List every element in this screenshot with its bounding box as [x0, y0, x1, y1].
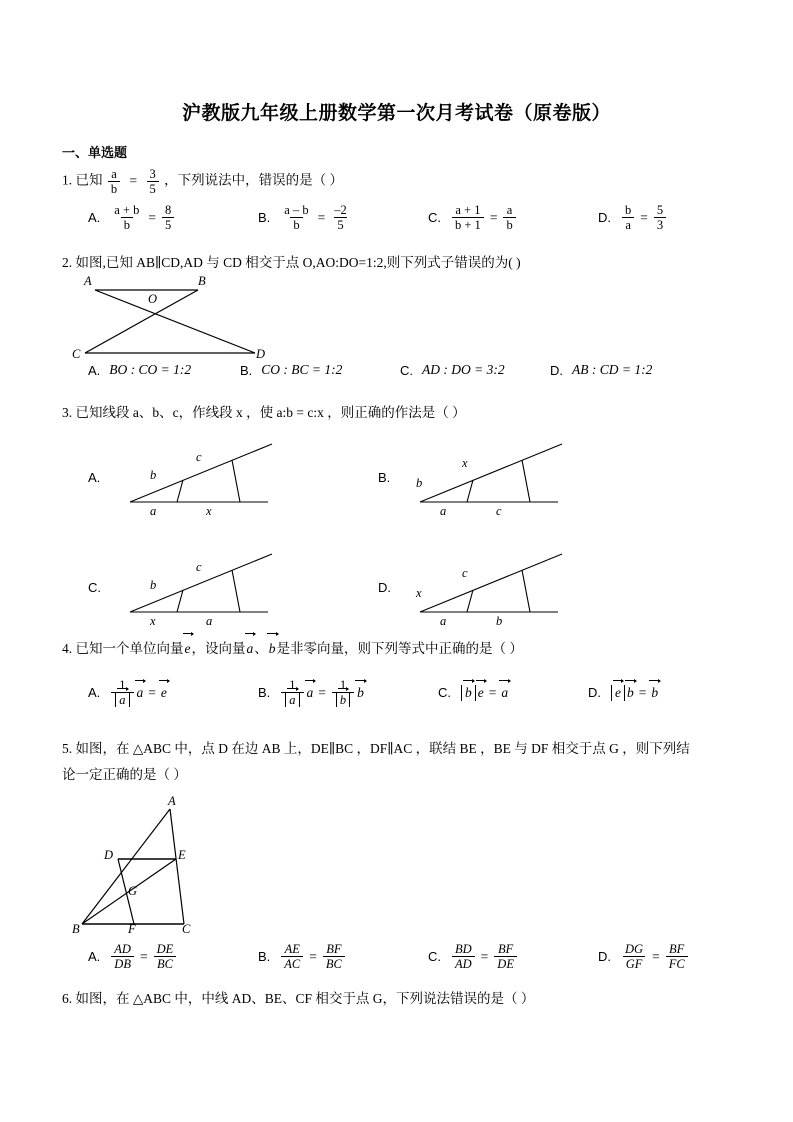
- option-c[interactable]: [400, 362, 550, 378]
- fraction-denominator: b + 1: [452, 217, 484, 232]
- fraction-numerator: a: [506, 203, 513, 217]
- segment-label-upper-2: x: [462, 456, 468, 470]
- option-d[interactable]: [550, 362, 652, 378]
- question-3-stem: [62, 402, 742, 424]
- fraction-denominator: b: [290, 217, 302, 232]
- equals-sign: =: [148, 684, 156, 700]
- question-1-text-pre: 已知: [75, 172, 103, 188]
- segment-label-lower-2: x: [206, 504, 212, 518]
- equals-sign: =: [652, 948, 660, 964]
- segment-label-lower-2: c: [496, 504, 502, 518]
- option-b-label: B.: [378, 470, 391, 485]
- option-c-label: C.: [428, 949, 441, 964]
- vector-b: b: [465, 684, 472, 700]
- fraction-numerator: a: [111, 167, 117, 181]
- fraction-denominator: [111, 692, 133, 707]
- option-c-label: C.: [428, 210, 441, 225]
- segment-label-lower-2: a: [206, 614, 213, 628]
- option-a-fraction-right: [154, 942, 177, 971]
- option-d-fraction-left: [622, 942, 646, 971]
- equals-sign: =: [309, 948, 317, 964]
- question-2-diagram: [70, 274, 280, 363]
- equals-sign: =: [317, 209, 326, 225]
- fraction-denominator: DE: [494, 956, 517, 971]
- question-6-text: 如图，在 △ABC 中，中线 AD、BE、CF 相交于点 G，下列说法错误的是（ ）: [75, 991, 535, 1006]
- question-5-text-line1: 如图，在 △ABC 中，点 D 在边 AB 上，DE∥BC ，DF∥AC ，联结 BE ，BE 与 DF 相交于点 G ，则下列结: [75, 741, 690, 756]
- equals-sign: =: [139, 948, 148, 964]
- vertex-label-a: A: [84, 274, 92, 288]
- fraction-denominator: b: [121, 217, 133, 232]
- question-5-stem: [62, 738, 742, 760]
- option-b[interactable]: [240, 362, 400, 378]
- section-heading: 一、单选题: [62, 146, 128, 161]
- fraction-numerator: 5: [656, 203, 664, 217]
- vector-b: b: [339, 693, 347, 707]
- question-5-number: 5.: [62, 741, 73, 756]
- question-4-text-3: 、: [254, 641, 268, 656]
- vertex-label-c: C: [182, 922, 191, 936]
- question-1-number: 1.: [62, 172, 73, 188]
- option-b-fraction-left: [281, 942, 303, 971]
- question-4-number: 4.: [62, 641, 73, 656]
- option-b[interactable]: [258, 678, 438, 707]
- option-d-text: AB : CD = 1:2: [572, 362, 653, 377]
- question-2-figure: [70, 278, 280, 363]
- option-d-label: D.: [550, 362, 563, 378]
- option-a[interactable]: [88, 942, 258, 971]
- question-6-number: 6.: [62, 991, 73, 1006]
- fraction-numerator: BF: [326, 942, 342, 956]
- option-d[interactable]: [598, 203, 668, 232]
- option-a-label: A.: [88, 210, 101, 225]
- option-b-text: CO : BC = 1:2: [261, 362, 343, 377]
- fraction-numerator: 8: [165, 203, 172, 217]
- option-b-fraction-right: [323, 942, 345, 971]
- fraction-denominator: [281, 692, 303, 707]
- vector-e: e: [615, 684, 621, 700]
- vector-a: a: [289, 693, 296, 707]
- question-2-options: [88, 362, 748, 378]
- option-a-fraction-left: [111, 203, 142, 232]
- fraction-denominator: 5: [162, 217, 174, 232]
- question-5-stem-line2: [62, 764, 742, 786]
- option-d-fraction-left: [622, 203, 634, 232]
- option-d-label: D.: [598, 210, 611, 225]
- fraction-numerator: DE: [156, 942, 174, 956]
- fraction-denominator: DB: [111, 956, 134, 971]
- question-1-text-post: ，下列说法中，错误的是（ ）: [164, 172, 343, 188]
- option-a[interactable]: [88, 678, 258, 707]
- option-b-fraction-left: [281, 678, 303, 707]
- option-b-label: B.: [258, 949, 271, 964]
- option-b-fraction-right: [331, 203, 350, 232]
- option-a-fraction-right: [162, 203, 174, 232]
- fraction-numerator: 1: [119, 678, 126, 692]
- equals-sign: =: [318, 684, 326, 700]
- option-c-fraction-right: [494, 942, 517, 971]
- fraction-denominator: b: [503, 217, 515, 232]
- fraction-denominator: b: [108, 181, 120, 196]
- question-1-fraction-left: [108, 167, 120, 196]
- question-2-number: 2.: [62, 255, 73, 270]
- option-a-label: A.: [88, 685, 101, 700]
- option-b[interactable]: [258, 203, 428, 232]
- option-c[interactable]: [438, 678, 588, 707]
- fraction-denominator: GF: [623, 956, 646, 971]
- option-c-fraction-left: [452, 942, 475, 971]
- fraction-numerator: BF: [497, 942, 514, 956]
- question-2-text: 如图,已知 AB∥CD,AD 与 CD 相交于点 O,AO:DO=1:2,则下列式子错误的为( ): [75, 255, 521, 270]
- option-c-label: C.: [88, 580, 101, 595]
- fraction-numerator: AD: [114, 942, 131, 956]
- segment-label-lower-1: x: [150, 614, 156, 628]
- segment-label-lower-2: b: [496, 614, 503, 628]
- question-5-figure: [72, 800, 262, 935]
- vector-b: b: [268, 638, 277, 660]
- segment-label-upper-1: x: [416, 586, 422, 600]
- fraction-numerator: 1: [339, 678, 347, 692]
- question-1-fraction-right: [147, 167, 159, 196]
- option-a-label: A.: [88, 362, 101, 378]
- fraction-denominator: [332, 692, 354, 707]
- question-4-text-4: 是非零向量，则下列等式中正确的是（ ）: [276, 641, 523, 656]
- option-b-figure: [410, 440, 590, 512]
- option-b[interactable]: [258, 942, 428, 971]
- option-c-label: C.: [438, 685, 451, 700]
- magnitude-e: [611, 685, 625, 701]
- question-4-stem: [62, 638, 742, 660]
- fraction-numerator: 1: [289, 678, 296, 692]
- segment-label-upper-1: b: [150, 578, 157, 592]
- fraction-denominator: 5: [334, 217, 346, 232]
- option-c-label: C.: [400, 362, 413, 378]
- question-1-stem: [62, 167, 742, 196]
- fraction-denominator: 3: [654, 217, 666, 232]
- option-d-fraction-right: [666, 942, 688, 971]
- segment-label-upper-2: c: [196, 450, 202, 464]
- equals-sign: =: [640, 209, 648, 225]
- vertex-label-b: B: [198, 274, 206, 288]
- option-a[interactable]: [88, 203, 258, 232]
- fraction-numerator: a + 1: [455, 203, 481, 217]
- vector-a: a: [306, 684, 314, 700]
- question-5-diagram: [72, 794, 262, 936]
- fraction-denominator: AD: [452, 956, 475, 971]
- option-c[interactable]: [428, 203, 598, 232]
- vertex-label-c: C: [72, 347, 81, 361]
- option-b-label: B.: [258, 685, 271, 700]
- segment-label-upper-1: b: [416, 476, 423, 490]
- question-6-stem: [62, 988, 742, 1010]
- option-a-fraction: [111, 678, 133, 707]
- question-4-text-2: ，设向量: [191, 641, 246, 656]
- vector-e: e: [160, 684, 167, 700]
- equals-sign: =: [480, 948, 489, 964]
- fraction-denominator: BC: [323, 956, 345, 971]
- vector-e: e: [184, 638, 192, 660]
- question-5-options: [88, 942, 748, 971]
- segment-label-lower-1: a: [150, 504, 157, 518]
- question-5-text-line2: 论一定正确的是（ ）: [62, 767, 187, 782]
- vector-a: a: [246, 638, 255, 660]
- vertex-label-f: F: [128, 922, 136, 936]
- option-c[interactable]: [428, 942, 598, 971]
- equals-sign: =: [488, 684, 497, 700]
- vertex-label-d: D: [104, 848, 114, 862]
- option-c-fraction-right: [503, 203, 515, 232]
- magnitude-b: [461, 685, 476, 701]
- question-1-options: [88, 203, 748, 232]
- segment-label-upper-2: c: [196, 560, 202, 574]
- fraction-numerator: BF: [669, 942, 685, 956]
- option-b-label: B.: [258, 210, 271, 225]
- page-title: 沪教版九年级上册数学第一次月考试卷（原卷版）: [181, 102, 611, 124]
- fraction-numerator: –2: [334, 203, 347, 217]
- vertex-label-d: D: [256, 347, 266, 361]
- vector-e: e: [477, 684, 484, 700]
- fraction-numerator: a – b: [284, 203, 309, 217]
- vertex-label-b: B: [72, 922, 80, 936]
- fraction-denominator: AC: [281, 956, 303, 971]
- option-b-fraction-right: [332, 678, 354, 707]
- vertex-label-a: A: [168, 794, 176, 808]
- vector-a: a: [501, 684, 509, 700]
- option-c-figure: [120, 550, 300, 622]
- option-d-fraction-right: [654, 203, 666, 232]
- fraction-numerator: b: [625, 203, 632, 217]
- vector-b: b: [627, 684, 634, 700]
- equals-sign: =: [489, 209, 498, 225]
- option-a[interactable]: [88, 362, 240, 378]
- option-a-figure: [120, 440, 300, 512]
- equals-sign: =: [129, 172, 138, 188]
- vector-a: a: [119, 693, 126, 707]
- option-d-label: D.: [598, 949, 611, 964]
- equals-sign: =: [148, 209, 157, 225]
- fraction-denominator: a: [622, 217, 634, 232]
- option-b-label: B.: [240, 362, 253, 378]
- segment-label-lower-1: a: [440, 504, 447, 518]
- option-a-label: A.: [88, 949, 101, 964]
- segment-label-lower-1: a: [440, 614, 447, 628]
- option-a-fraction-left: [111, 942, 134, 971]
- vertex-label-g: G: [128, 884, 138, 898]
- fraction-denominator: BC: [154, 956, 176, 971]
- vertex-label-o: O: [148, 292, 158, 306]
- segment-label-upper-2: c: [462, 566, 468, 580]
- vector-b: b: [651, 684, 659, 700]
- option-c-fraction-left: [452, 203, 484, 232]
- fraction-denominator: 5: [147, 181, 159, 196]
- question-4-options: [88, 678, 748, 707]
- vector-b: b: [357, 684, 364, 700]
- option-a-text: BO : CO = 1:2: [109, 362, 192, 377]
- option-d[interactable]: [588, 678, 659, 707]
- fraction-numerator: 3: [149, 167, 156, 181]
- fraction-denominator: FC: [666, 956, 688, 971]
- vertex-label-e: E: [178, 848, 186, 862]
- question-3-number: 3.: [62, 405, 73, 420]
- option-b-fraction-left: [281, 203, 311, 232]
- fraction-numerator: a + b: [114, 203, 140, 217]
- option-d[interactable]: [598, 942, 690, 971]
- fraction-numerator: DG: [625, 942, 644, 956]
- fraction-numerator: AE: [284, 942, 300, 956]
- option-d-label: D.: [378, 580, 391, 595]
- vector-a: a: [136, 684, 144, 700]
- option-a-label: A.: [88, 470, 101, 485]
- option-d-label: D.: [588, 685, 601, 700]
- equals-sign: =: [638, 684, 647, 700]
- segment-label-upper-1: b: [150, 468, 157, 482]
- option-d-figure: [410, 550, 590, 622]
- question-4-text-1: 已知一个单位向量: [75, 641, 184, 656]
- question-3-text: 已知线段 a、b、c，作线段 x ，使 a:b = c:x ，则正确的作法是（ ）: [75, 405, 466, 420]
- option-c-text: AD : DO = 3:2: [422, 362, 505, 377]
- question-2-stem: [62, 252, 742, 274]
- fraction-numerator: BD: [455, 942, 472, 956]
